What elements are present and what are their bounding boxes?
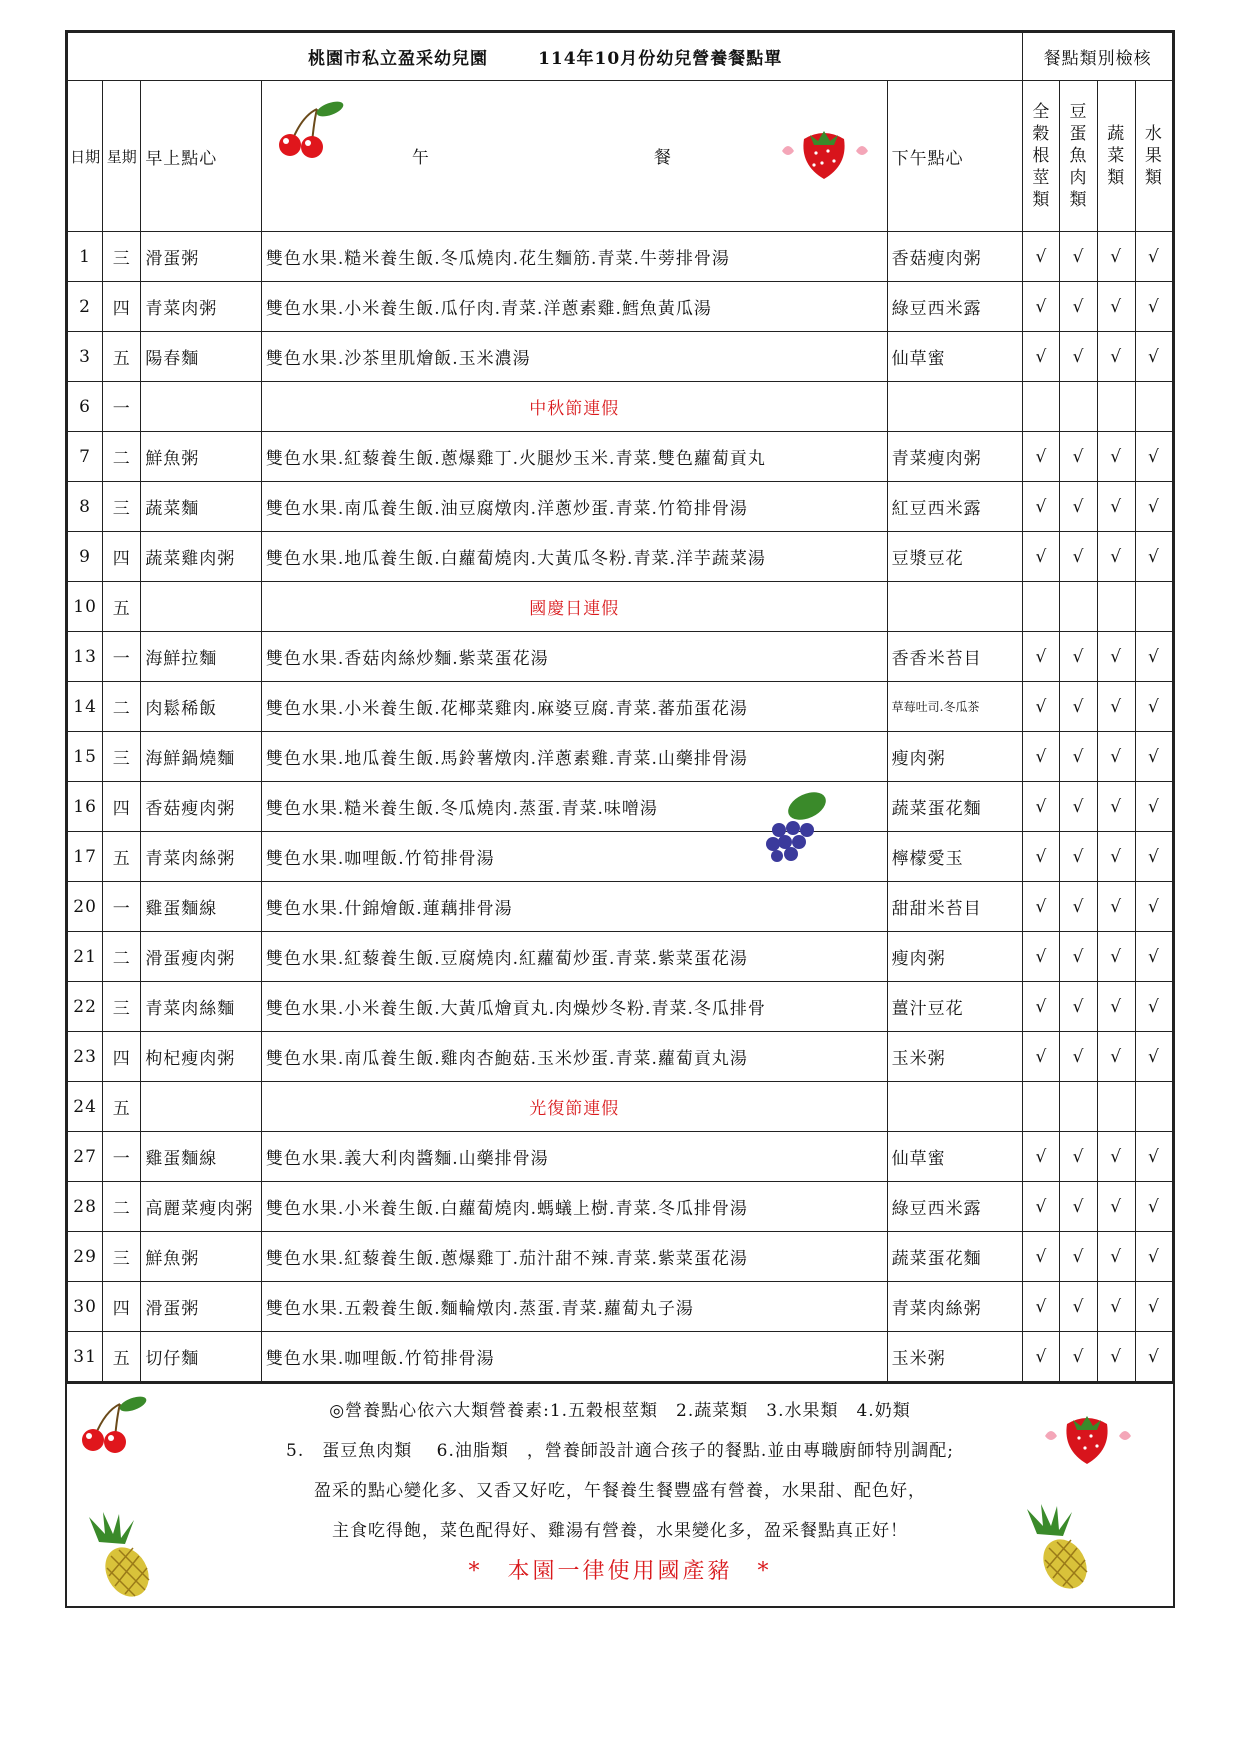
strawberry-icon (774, 121, 874, 185)
category-check-cell (1097, 582, 1135, 632)
date-cell: 13 (68, 632, 103, 682)
weekday-cell: 五 (103, 332, 141, 382)
afternoon-snack-cell: 綠豆西米露 (887, 1182, 1023, 1232)
header-category-fruit: 水 果 類 (1135, 81, 1172, 232)
morning-snack-cell: 雞蛋麵線 (141, 882, 262, 932)
note-line-3: 盈采的點心變化多、又香又好吃，午餐養生餐豐盛有營養，水果甜、配色好， (314, 1481, 926, 1501)
table-row (68, 1182, 1173, 1232)
category-check-mark: √ (1060, 1232, 1097, 1282)
date-cell: 27 (68, 1132, 103, 1182)
morning-snack-cell: 香菇瘦肉粥 (141, 782, 262, 832)
category-check-mark: √ (1135, 332, 1172, 382)
afternoon-snack-cell: 瘦肉粥 (887, 932, 1023, 982)
category-check-mark: √ (1135, 832, 1172, 882)
category-check-mark: √ (1097, 332, 1135, 382)
morning-snack-cell: 滑蛋粥 (141, 232, 262, 282)
date-cell: 22 (68, 982, 103, 1032)
afternoon-snack-cell: 薑汁豆花 (887, 982, 1023, 1032)
category-check-mark: √ (1097, 1232, 1135, 1282)
category-check-mark: √ (1135, 482, 1172, 532)
lunch-cell: 雙色水果.糙米養生飯.冬瓜燒肉.花生麵筋.青菜.牛蒡排骨湯 (261, 232, 887, 282)
weekday-cell: 五 (103, 832, 141, 882)
weekday-cell: 四 (103, 1032, 141, 1082)
lunch-cell: 雙色水果.地瓜養生飯.馬鈴薯燉肉.洋蔥素雞.青菜.山藥排骨湯 (261, 732, 887, 782)
weekday-cell: 二 (103, 682, 141, 732)
date-cell: 8 (68, 482, 103, 532)
table-row (68, 1032, 1173, 1082)
category-check-mark: √ (1097, 232, 1135, 282)
lunch-cell: 雙色水果.小米養生飯.大黃瓜燴貢丸.肉燥炒冬粉.青菜.冬瓜排骨 (261, 982, 887, 1032)
weekday-cell: 二 (103, 432, 141, 482)
category-check-mark: √ (1023, 832, 1060, 882)
category-check-mark: √ (1135, 882, 1172, 932)
category-check-mark: √ (1135, 732, 1172, 782)
category-check-mark: √ (1135, 1182, 1172, 1232)
weekday-cell: 一 (103, 382, 141, 432)
category-check-mark: √ (1060, 1182, 1097, 1232)
date-cell: 6 (68, 382, 103, 432)
weekday-cell: 三 (103, 1232, 141, 1282)
lunch-cell: 雙色水果.香菇肉絲炒麵.紫菜蛋花湯 (261, 632, 887, 682)
table-row (68, 832, 1173, 882)
weekday-cell: 二 (103, 932, 141, 982)
category-check-mark: √ (1060, 732, 1097, 782)
category-check-mark: √ (1135, 682, 1172, 732)
weekday-cell: 二 (103, 1182, 141, 1232)
lunch-cell: 雙色水果.糙米養生飯.冬瓜燒肉.蒸蛋.青菜.味噌湯 (261, 782, 887, 832)
weekday-cell: 五 (103, 582, 141, 632)
category-check-mark: √ (1097, 432, 1135, 482)
category-check-cell (1060, 582, 1097, 632)
category-check-mark: √ (1060, 932, 1097, 982)
category-check-mark: √ (1023, 1282, 1060, 1332)
weekday-cell: 一 (103, 1132, 141, 1182)
table-row (68, 782, 1173, 832)
afternoon-snack-cell: 香香米苔目 (887, 632, 1023, 682)
date-cell: 2 (68, 282, 103, 332)
afternoon-snack-cell (887, 1082, 1023, 1132)
nutrition-notes (67, 1382, 1173, 1606)
table-row (68, 282, 1173, 332)
date-cell: 16 (68, 782, 103, 832)
morning-snack-cell: 鮮魚粥 (141, 1232, 262, 1282)
category-check-mark: √ (1060, 1332, 1097, 1382)
morning-snack-cell: 雞蛋麵線 (141, 1132, 262, 1182)
weekday-cell: 一 (103, 882, 141, 932)
morning-snack-cell: 海鮮鍋燒麵 (141, 732, 262, 782)
afternoon-snack-cell (887, 582, 1023, 632)
lunch-cell: 雙色水果.南瓜養生飯.雞肉杏鮑菇.玉米炒蛋.青菜.蘿蔔貢丸湯 (261, 1032, 887, 1082)
weekday-cell: 五 (103, 1082, 141, 1132)
morning-snack-cell: 高麗菜瘦肉粥 (141, 1182, 262, 1232)
afternoon-snack-cell: 玉米粥 (887, 1032, 1023, 1082)
afternoon-snack-cell: 瘦肉粥 (887, 732, 1023, 782)
table-row (68, 882, 1173, 932)
category-check-mark: √ (1060, 282, 1097, 332)
morning-snack-cell: 切仔麵 (141, 1332, 262, 1382)
holiday-cell: 中秋節連假 (261, 382, 887, 432)
pineapple-icon (1017, 1504, 1097, 1594)
lunch-cell: 雙色水果.小米養生飯.白蘿蔔燒肉.螞蟻上樹.青菜.冬瓜排骨湯 (261, 1182, 887, 1232)
category-check-mark: √ (1060, 332, 1097, 382)
weekday-cell: 四 (103, 532, 141, 582)
holiday-cell: 光復節連假 (261, 1082, 887, 1132)
lunch-cell: 雙色水果.義大利肉醬麵.山藥排骨湯 (261, 1132, 887, 1182)
category-check-mark: √ (1023, 1182, 1060, 1232)
category-check-mark: √ (1023, 432, 1060, 482)
category-check-mark: √ (1060, 682, 1097, 732)
morning-snack-cell: 海鮮拉麵 (141, 632, 262, 682)
category-check-mark: √ (1097, 782, 1135, 832)
grape-icon (757, 788, 837, 868)
category-check-mark: √ (1060, 482, 1097, 532)
weekday-cell: 四 (103, 782, 141, 832)
table-row (68, 632, 1173, 682)
category-check-mark: √ (1023, 232, 1060, 282)
table-row (68, 582, 1173, 632)
weekday-cell: 一 (103, 632, 141, 682)
table-row (68, 732, 1173, 782)
menu-sheet (65, 30, 1175, 1608)
category-check-mark: √ (1097, 1182, 1135, 1232)
category-check-mark: √ (1135, 1282, 1172, 1332)
category-check-cell (1023, 582, 1060, 632)
category-check-mark: √ (1023, 1232, 1060, 1282)
category-check-mark: √ (1135, 1232, 1172, 1282)
afternoon-snack-cell: 香菇瘦肉粥 (887, 232, 1023, 282)
table-row (68, 1282, 1173, 1332)
category-check-mark: √ (1097, 732, 1135, 782)
weekday-cell: 五 (103, 1332, 141, 1382)
category-check-mark: √ (1135, 1032, 1172, 1082)
header-category-protein: 豆 蛋 魚 肉 類 (1060, 81, 1097, 232)
lunch-cell: 雙色水果.地瓜養生飯.白蘿蔔燒肉.大黃瓜冬粉.青菜.洋芋蔬菜湯 (261, 532, 887, 582)
cherry-icon (75, 1396, 155, 1456)
afternoon-snack-cell: 草莓吐司.冬瓜茶 (887, 682, 1023, 732)
header-lunch (261, 81, 887, 232)
date-cell: 9 (68, 532, 103, 582)
category-check-mark: √ (1097, 1132, 1135, 1182)
category-check-mark: √ (1135, 932, 1172, 982)
category-check-mark: √ (1060, 882, 1097, 932)
category-check-header: 餐點類別檢核 (1023, 33, 1173, 81)
date-cell: 14 (68, 682, 103, 732)
afternoon-snack-cell: 綠豆西米露 (887, 282, 1023, 332)
lunch-cell: 雙色水果.咖哩飯.竹筍排骨湯 (261, 832, 887, 882)
weekday-cell: 四 (103, 1282, 141, 1332)
table-row (68, 382, 1173, 432)
category-check-cell (1023, 382, 1060, 432)
category-check-cell (1023, 1082, 1060, 1132)
morning-snack-cell: 青菜肉粥 (141, 282, 262, 332)
category-check-mark: √ (1023, 282, 1060, 332)
category-check-cell (1060, 382, 1097, 432)
lunch-cell: 雙色水果.五穀養生飯.麵輪燉肉.蒸蛋.青菜.蘿蔔丸子湯 (261, 1282, 887, 1332)
lunch-cell: 雙色水果.紅藜養生飯.蔥爆雞丁.茄汁甜不辣.青菜.紫菜蛋花湯 (261, 1232, 887, 1282)
category-check-mark: √ (1023, 732, 1060, 782)
category-check-mark: √ (1097, 1332, 1135, 1382)
morning-snack-cell: 青菜肉絲麵 (141, 982, 262, 1032)
holiday-cell: 國慶日連假 (261, 582, 887, 632)
category-check-mark: √ (1097, 282, 1135, 332)
category-check-mark: √ (1060, 532, 1097, 582)
date-cell: 29 (68, 1232, 103, 1282)
date-cell: 7 (68, 432, 103, 482)
table-row (68, 332, 1173, 382)
morning-snack-cell (141, 382, 262, 432)
cherry-icon (272, 101, 352, 161)
domestic-pork-notice: * 本園一律使用國產豬 * (468, 1559, 772, 1584)
category-check-cell (1135, 582, 1172, 632)
category-check-mark: √ (1060, 782, 1097, 832)
weekday-cell: 四 (103, 282, 141, 332)
note-line-1: ◎營養點心依六大類營養素:1.五穀根莖類 2.蔬菜類 3.水果類 4.奶類 (329, 1401, 911, 1421)
pineapple-icon (79, 1512, 159, 1602)
page-title (68, 33, 1023, 81)
weekday-cell: 三 (103, 482, 141, 532)
lunch-cell: 雙色水果.咖哩飯.竹筍排骨湯 (261, 1332, 887, 1382)
category-check-mark: √ (1060, 1132, 1097, 1182)
date-cell: 30 (68, 1282, 103, 1332)
lunch-cell: 雙色水果.南瓜養生飯.油豆腐燉肉.洋蔥炒蛋.青菜.竹筍排骨湯 (261, 482, 887, 532)
afternoon-snack-cell: 甜甜米苔目 (887, 882, 1023, 932)
afternoon-snack-cell: 蔬菜蛋花麵 (887, 782, 1023, 832)
category-check-mark: √ (1097, 482, 1135, 532)
category-check-mark: √ (1060, 1282, 1097, 1332)
morning-snack-cell: 青菜肉絲粥 (141, 832, 262, 882)
category-check-cell (1060, 1082, 1097, 1132)
category-check-mark: √ (1135, 632, 1172, 682)
table-row (68, 682, 1173, 732)
category-check-mark: √ (1135, 782, 1172, 832)
category-check-cell (1135, 382, 1172, 432)
category-check-mark: √ (1135, 1332, 1172, 1382)
category-check-mark: √ (1135, 982, 1172, 1032)
category-check-mark: √ (1135, 232, 1172, 282)
date-cell: 1 (68, 232, 103, 282)
category-check-mark: √ (1023, 682, 1060, 732)
morning-snack-cell: 滑蛋粥 (141, 1282, 262, 1332)
afternoon-snack-cell: 仙草蜜 (887, 1132, 1023, 1182)
category-check-mark: √ (1097, 532, 1135, 582)
morning-snack-cell: 蔬菜麵 (141, 482, 262, 532)
category-check-mark: √ (1023, 332, 1060, 382)
date-cell: 20 (68, 882, 103, 932)
category-check-mark: √ (1023, 632, 1060, 682)
category-check-cell (1097, 382, 1135, 432)
school-name: 桃園市私立盈采幼兒園 (308, 49, 489, 69)
header-lunch-char-a: 午 (411, 148, 430, 168)
table-row (68, 982, 1173, 1032)
morning-snack-cell: 鮮魚粥 (141, 432, 262, 482)
lunch-cell: 雙色水果.紅藜養生飯.蔥爆雞丁.火腿炒玉米.青菜.雙色蘿蔔貢丸 (261, 432, 887, 482)
table-row (68, 232, 1173, 282)
lunch-cell: 雙色水果.小米養生飯.花椰菜雞肉.麻婆豆腐.青菜.蕃茄蛋花湯 (261, 682, 887, 732)
lunch-cell: 雙色水果.什錦燴飯.蓮藕排骨湯 (261, 882, 887, 932)
morning-snack-cell (141, 1082, 262, 1132)
morning-snack-cell (141, 582, 262, 632)
category-check-mark: √ (1060, 632, 1097, 682)
table-row (68, 1082, 1173, 1132)
table-row (68, 1132, 1173, 1182)
category-check-mark: √ (1097, 682, 1135, 732)
afternoon-snack-cell: 玉米粥 (887, 1332, 1023, 1382)
table-row (68, 932, 1173, 982)
category-check-mark: √ (1023, 482, 1060, 532)
table-row (68, 432, 1173, 482)
category-check-mark: √ (1060, 232, 1097, 282)
afternoon-snack-cell: 仙草蜜 (887, 332, 1023, 382)
category-check-mark: √ (1097, 982, 1135, 1032)
date-cell: 21 (68, 932, 103, 982)
date-cell: 31 (68, 1332, 103, 1382)
category-check-mark: √ (1060, 432, 1097, 482)
weekday-cell: 三 (103, 232, 141, 282)
category-check-mark: √ (1023, 982, 1060, 1032)
category-check-mark: √ (1135, 432, 1172, 482)
afternoon-snack-cell: 青菜瘦肉粥 (887, 432, 1023, 482)
category-check-mark: √ (1023, 1332, 1060, 1382)
afternoon-snack-cell: 紅豆西米露 (887, 482, 1023, 532)
menu-table (67, 32, 1173, 1382)
menu-month-title: 114年10月份幼兒營養餐點單 (538, 49, 783, 69)
header-category-grain: 全 穀 根 莖 類 (1023, 81, 1060, 232)
lunch-cell: 雙色水果.小米養生飯.瓜仔肉.青菜.洋蔥素雞.鱈魚黃瓜湯 (261, 282, 887, 332)
date-cell: 24 (68, 1082, 103, 1132)
category-check-mark: √ (1097, 882, 1135, 932)
strawberry-icon (1037, 1406, 1137, 1470)
note-line-4: 主食吃得飽，菜色配得好、雞湯有營養，水果變化多，盈采餐點真正好！ (332, 1521, 908, 1541)
category-check-cell (1097, 1082, 1135, 1132)
date-cell: 10 (68, 582, 103, 632)
header-weekday: 星期 (103, 81, 141, 232)
category-check-mark: √ (1023, 532, 1060, 582)
weekday-cell: 三 (103, 982, 141, 1032)
header-category-vegetable: 蔬 菜 類 (1097, 81, 1135, 232)
date-cell: 3 (68, 332, 103, 382)
table-row (68, 1332, 1173, 1382)
table-row (68, 482, 1173, 532)
weekday-cell: 三 (103, 732, 141, 782)
category-check-mark: √ (1023, 1132, 1060, 1182)
table-row (68, 1232, 1173, 1282)
header-date: 日期 (68, 81, 103, 232)
morning-snack-cell: 肉鬆稀飯 (141, 682, 262, 732)
category-check-mark: √ (1023, 782, 1060, 832)
category-check-mark: √ (1135, 1132, 1172, 1182)
category-check-mark: √ (1023, 882, 1060, 932)
header-lunch-char-b: 餐 (653, 148, 672, 168)
category-check-mark: √ (1060, 1032, 1097, 1082)
category-check-mark: √ (1023, 1032, 1060, 1082)
morning-snack-cell: 滑蛋瘦肉粥 (141, 932, 262, 982)
category-check-cell (1135, 1082, 1172, 1132)
category-check-mark: √ (1097, 632, 1135, 682)
category-check-mark: √ (1060, 982, 1097, 1032)
afternoon-snack-cell: 青菜肉絲粥 (887, 1282, 1023, 1332)
morning-snack-cell: 枸杞瘦肉粥 (141, 1032, 262, 1082)
date-cell: 28 (68, 1182, 103, 1232)
date-cell: 17 (68, 832, 103, 882)
table-row (68, 532, 1173, 582)
afternoon-snack-cell (887, 382, 1023, 432)
note-line-2: 5. 蛋豆魚肉類 6.油脂類 ，營養師設計適合孩子的餐點.並由專職廚師特別調配; (286, 1441, 954, 1461)
morning-snack-cell: 蔬菜雞肉粥 (141, 532, 262, 582)
header-afternoon-snack: 下午點心 (887, 81, 1023, 232)
category-check-mark: √ (1060, 832, 1097, 882)
category-check-mark: √ (1135, 282, 1172, 332)
category-check-mark: √ (1097, 932, 1135, 982)
lunch-cell: 雙色水果.紅藜養生飯.豆腐燒肉.紅蘿蔔炒蛋.青菜.紫菜蛋花湯 (261, 932, 887, 982)
afternoon-snack-cell: 檸檬愛玉 (887, 832, 1023, 882)
afternoon-snack-cell: 蔬菜蛋花麵 (887, 1232, 1023, 1282)
category-check-mark: √ (1097, 1032, 1135, 1082)
header-morning-snack: 早上點心 (141, 81, 262, 232)
date-cell: 23 (68, 1032, 103, 1082)
lunch-cell: 雙色水果.沙茶里肌燴飯.玉米濃湯 (261, 332, 887, 382)
category-check-mark: √ (1097, 1282, 1135, 1332)
date-cell: 15 (68, 732, 103, 782)
morning-snack-cell: 陽春麵 (141, 332, 262, 382)
afternoon-snack-cell: 豆漿豆花 (887, 532, 1023, 582)
category-check-mark: √ (1135, 532, 1172, 582)
category-check-mark: √ (1097, 832, 1135, 882)
category-check-mark: √ (1023, 932, 1060, 982)
